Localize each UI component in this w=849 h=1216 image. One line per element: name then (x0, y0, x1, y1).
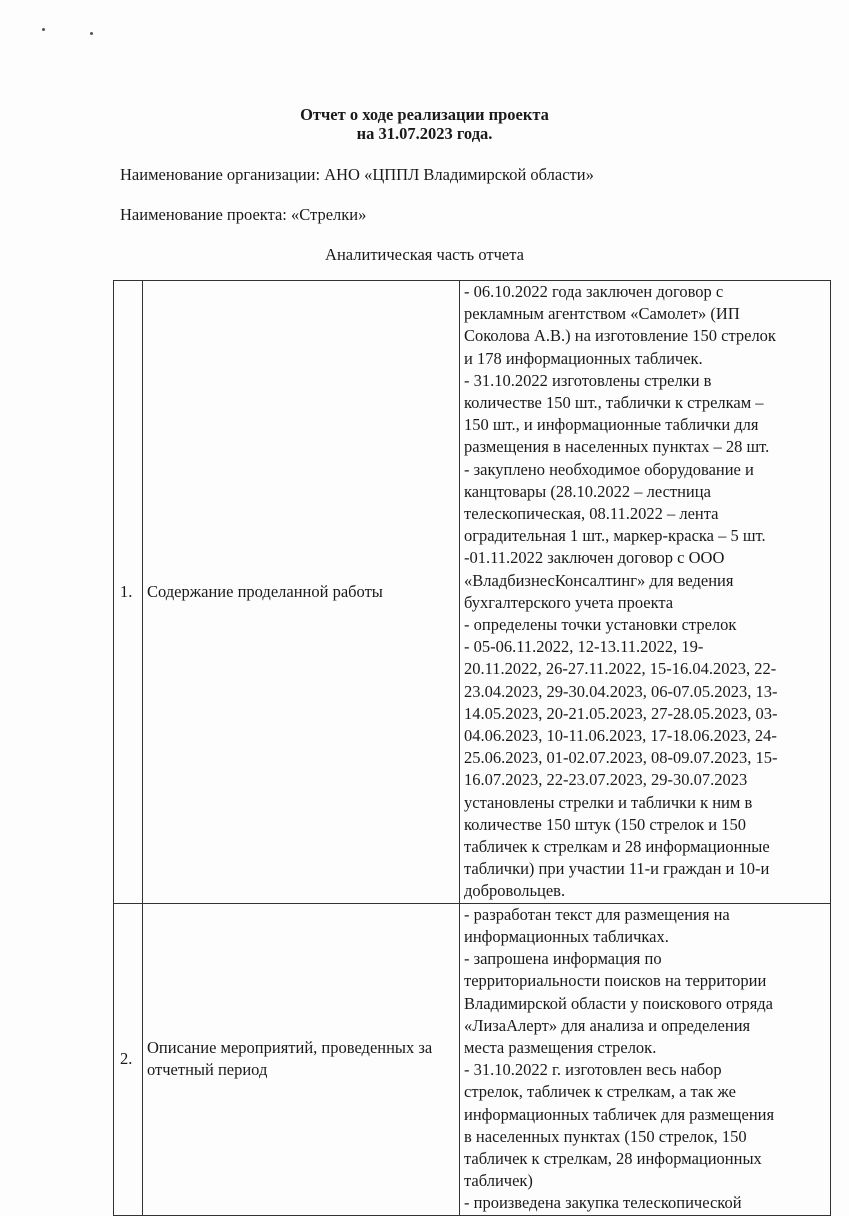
content-line: и 178 информационных табличек. (464, 348, 703, 368)
row-number: 1. (114, 281, 143, 904)
content-line: информационных табличках. (464, 926, 669, 946)
content-line: - 31.10.2022 изготовлены стрелки в (464, 370, 712, 390)
table-row (114, 903, 831, 1215)
content-line: 25.06.2023, 01-02.07.2023, 08-09.07.2023, 15- (464, 748, 778, 768)
row-label-line: отчетный период (147, 1060, 268, 1080)
content-line: табличек к стрелкам, 28 информационных (464, 1148, 762, 1168)
section-heading: Аналитическая часть отчета (325, 245, 524, 264)
content-line: бухгалтерского учета проекта (464, 592, 674, 612)
organization-name: Наименование организации: АНО «ЦППЛ Владимирской области» (120, 165, 594, 184)
content-line: табличек) (464, 1171, 533, 1191)
content-line: добровольцев. (464, 881, 566, 901)
content-line: - 06.10.2022 года заключен договор с (464, 282, 724, 301)
scan-speck (90, 32, 93, 35)
content-line: размещения в населенных пунктах – 28 шт. (464, 437, 770, 457)
row-label (143, 903, 460, 1215)
content-line: места размещения стрелок. (464, 1037, 657, 1057)
content-line: телескопическая, 08.11.2022 – лента (464, 504, 719, 524)
content-line: - определены точки установки стрелок (464, 615, 737, 635)
content-line: 23.04.2023, 29-30.04.2023, 06-07.05.2023, 13- (464, 681, 778, 701)
project-name: Наименование проекта: «Стрелки» (120, 205, 367, 224)
content-line: стрелок, табличек к стрелкам, а так же (464, 1082, 736, 1102)
content-line: - закуплено необходимое оборудование и (464, 459, 754, 479)
content-line: 150 шт., и информационные таблички для (464, 415, 759, 435)
report-table (113, 280, 831, 1216)
content-line: установлены стрелки и таблички к ним в (464, 792, 753, 812)
content-line: количестве 150 шт., таблички к стрелкам – (464, 393, 764, 413)
content-line: - произведена закупка телескопической (464, 1193, 742, 1213)
content-line: -01.11.2022 заключен договор с ООО (464, 548, 725, 568)
content-line: в населенных пунктах (150 стрелок, 150 (464, 1126, 747, 1146)
content-line: оградительная 1 шт., маркер-краска – 5 шт. (464, 526, 766, 546)
content-line: таблички) при участии 11-и граждан и 10-и (464, 859, 770, 879)
content-line: табличек к стрелкам и 28 информационные (464, 837, 770, 857)
content-line: - 05-06.11.2022, 12-13.11.2022, 19- (464, 637, 704, 657)
report-date: на 31.07.2023 года. (356, 124, 493, 143)
content-line: информационных табличек для размещения (464, 1104, 775, 1124)
content-line: канцтовары (28.10.2022 – лестница (464, 481, 711, 501)
row-content (460, 281, 831, 904)
content-line: количестве 150 штук (150 стрелок и 150 (464, 814, 746, 834)
row-label: Содержание проделанной работы (143, 281, 460, 904)
row-content (460, 903, 831, 1215)
content-line: - разработан текст для размещения на (464, 904, 730, 924)
content-line: рекламным агентством «Самолет» (ИП (464, 304, 740, 324)
row-label-line: Описание мероприятий, проведенных за (147, 1037, 433, 1057)
content-line: Соколова А.В.) на изготовление 150 стрелок (464, 326, 776, 346)
content-line: «ЛизаАлерт» для анализа и определения (464, 1015, 751, 1035)
content-line: - 31.10.2022 г. изготовлен весь набор (464, 1060, 722, 1080)
content-line: 16.07.2023, 22-23.07.2023, 29-30.07.2023 (464, 770, 748, 790)
table-row (114, 281, 831, 904)
row-number: 2. (114, 903, 143, 1215)
content-line: - запрошена информация по (464, 949, 662, 969)
content-line: Владимирской области у поискового отряда (464, 993, 773, 1013)
content-line: «ВладбизнесКонсалтинг» для ведения (464, 570, 734, 590)
content-line: 04.06.2023, 10-11.06.2023, 17-18.06.2023, 24- (464, 726, 777, 746)
content-line: 20.11.2022, 26-27.11.2022, 15-16.04.2023, 22- (464, 659, 777, 679)
content-line: территориальности поисков на территории (464, 971, 767, 991)
content-line: 14.05.2023, 20-21.05.2023, 27-28.05.2023, 03- (464, 703, 778, 723)
report-title: Отчет о ходе реализации проекта (300, 105, 549, 124)
scan-speck (42, 28, 45, 31)
